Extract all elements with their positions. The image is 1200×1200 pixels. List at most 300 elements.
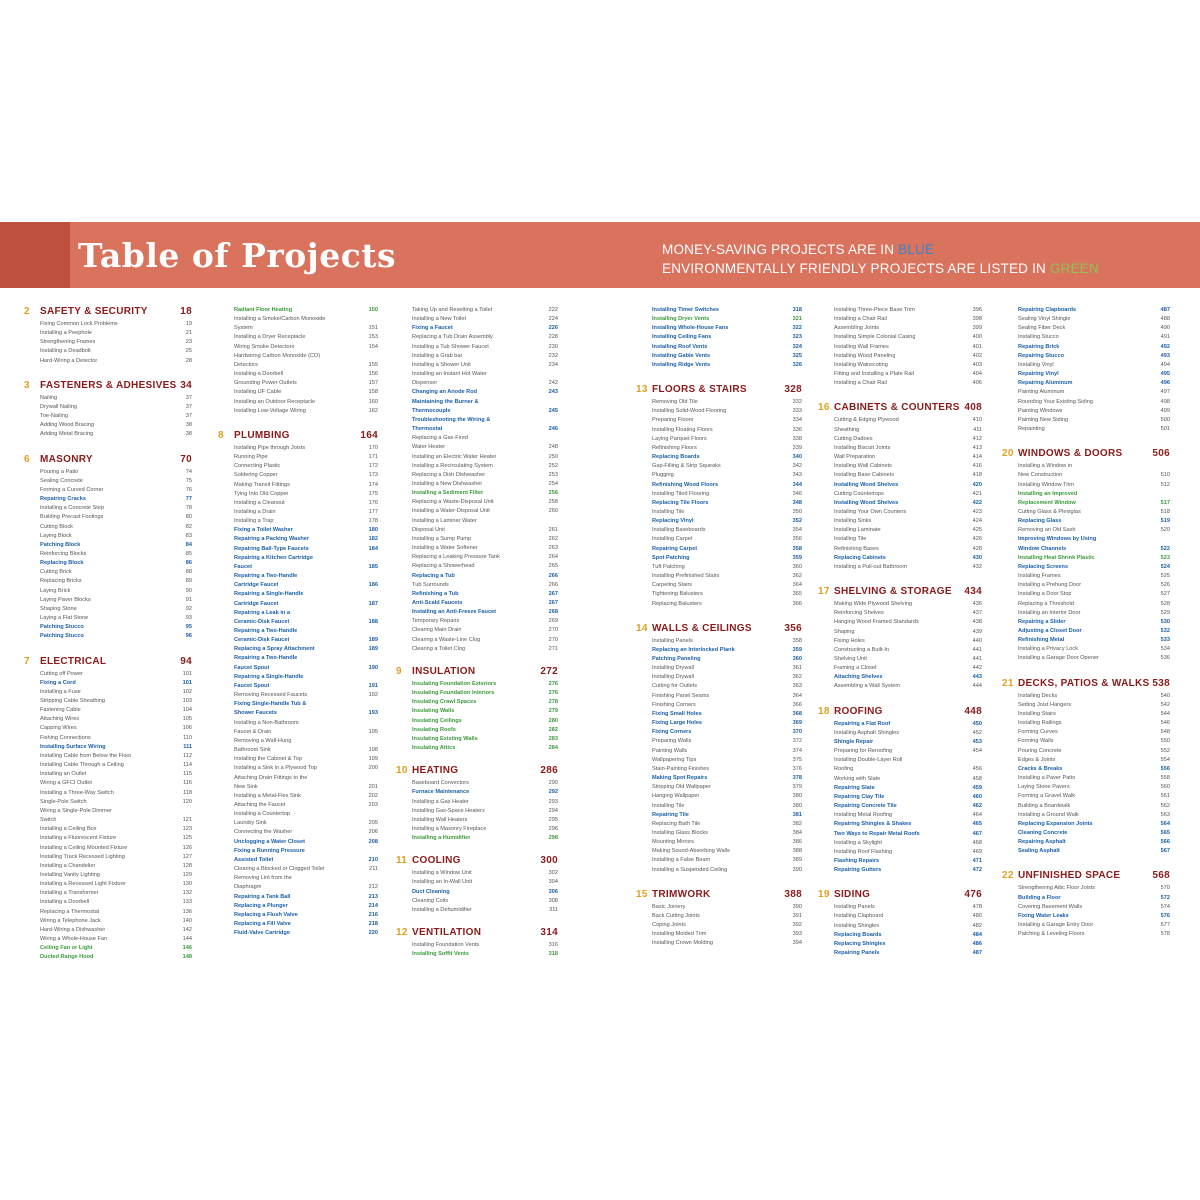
toc-entry[interactable] (396, 553, 558, 562)
toc-entry[interactable] (818, 857, 982, 866)
toc-entry[interactable] (636, 343, 802, 352)
toc-entry[interactable] (396, 407, 558, 416)
toc-entry[interactable] (396, 480, 558, 489)
toc-entry[interactable] (396, 807, 558, 816)
toc-entry[interactable] (218, 774, 378, 783)
toc-entry[interactable] (818, 379, 982, 388)
toc-entry[interactable] (24, 320, 192, 329)
toc-entry[interactable] (24, 614, 192, 623)
toc-entry[interactable] (636, 637, 802, 646)
toc-entry[interactable] (218, 801, 378, 810)
toc-entry[interactable] (24, 706, 192, 715)
toc-entry[interactable] (24, 523, 192, 532)
toc-entry[interactable] (636, 792, 802, 801)
toc-entry[interactable] (218, 865, 378, 874)
toc-entry[interactable] (218, 407, 378, 416)
toc-entry[interactable] (1002, 627, 1170, 636)
toc-entry[interactable] (636, 590, 802, 599)
toc-entry[interactable] (396, 680, 558, 689)
toc-entry[interactable] (396, 617, 558, 626)
toc-entry[interactable] (1002, 407, 1170, 416)
toc-entry[interactable] (218, 600, 378, 609)
toc-entry[interactable] (636, 453, 802, 462)
toc-entry[interactable] (818, 940, 982, 949)
toc-entry[interactable] (218, 572, 378, 581)
toc-entry[interactable] (396, 744, 558, 753)
toc-entry[interactable] (636, 838, 802, 847)
toc-entry[interactable] (1002, 535, 1170, 544)
toc-entry[interactable] (1002, 462, 1170, 471)
toc-entry[interactable] (396, 941, 558, 950)
toc-entry[interactable] (218, 764, 378, 773)
toc-entry[interactable] (818, 609, 982, 618)
toc-entry[interactable] (218, 664, 378, 673)
toc-entry[interactable] (818, 618, 982, 627)
toc-entry[interactable] (396, 517, 558, 526)
toc-entry[interactable] (24, 587, 192, 596)
toc-entry[interactable] (818, 361, 982, 370)
toc-entry[interactable] (1002, 765, 1170, 774)
toc-entry[interactable] (818, 931, 982, 940)
toc-entry[interactable] (218, 673, 378, 682)
toc-entry[interactable] (1002, 802, 1170, 811)
toc-entry[interactable] (636, 398, 802, 407)
toc-entry[interactable] (1002, 829, 1170, 838)
toc-entry[interactable] (396, 526, 558, 535)
toc-entry[interactable] (1002, 517, 1170, 526)
toc-entry[interactable] (24, 338, 192, 347)
toc-entry[interactable] (218, 471, 378, 480)
toc-entry[interactable] (1002, 774, 1170, 783)
toc-entry[interactable] (218, 874, 378, 883)
toc-entry[interactable] (1002, 581, 1170, 590)
toc-entry[interactable] (1002, 600, 1170, 609)
toc-entry[interactable] (218, 306, 378, 315)
section-heading[interactable] (24, 454, 192, 468)
toc-entry[interactable] (24, 926, 192, 935)
toc-entry[interactable] (818, 949, 982, 958)
toc-entry[interactable] (818, 426, 982, 435)
toc-entry[interactable] (1002, 526, 1170, 535)
toc-entry[interactable] (818, 508, 982, 517)
toc-entry[interactable] (636, 306, 802, 315)
toc-entry[interactable] (218, 883, 378, 892)
toc-entry[interactable] (1002, 563, 1170, 572)
toc-entry[interactable] (24, 935, 192, 944)
toc-entry[interactable] (218, 508, 378, 517)
toc-entry[interactable] (1002, 333, 1170, 342)
toc-entry[interactable] (218, 462, 378, 471)
toc-entry[interactable] (1002, 545, 1170, 554)
toc-entry[interactable] (1002, 315, 1170, 324)
toc-entry[interactable] (218, 618, 378, 627)
toc-entry[interactable] (1002, 654, 1170, 663)
toc-entry[interactable] (396, 726, 558, 735)
toc-entry[interactable] (218, 783, 378, 792)
toc-entry[interactable] (218, 828, 378, 837)
toc-entry[interactable] (1002, 490, 1170, 499)
toc-entry[interactable] (24, 596, 192, 605)
section-heading[interactable] (636, 889, 802, 903)
section-heading[interactable] (396, 855, 558, 869)
toc-entry[interactable] (24, 550, 192, 559)
toc-entry[interactable] (396, 507, 558, 516)
toc-entry[interactable] (636, 701, 802, 710)
toc-entry[interactable] (396, 343, 558, 352)
toc-entry[interactable] (1002, 783, 1170, 792)
toc-entry[interactable] (818, 499, 982, 508)
section-heading[interactable] (396, 666, 558, 680)
toc-entry[interactable] (1002, 903, 1170, 912)
toc-entry[interactable] (24, 908, 192, 917)
toc-entry[interactable] (396, 388, 558, 397)
toc-entry[interactable] (396, 869, 558, 878)
toc-entry[interactable] (396, 535, 558, 544)
toc-entry[interactable] (218, 682, 378, 691)
toc-entry[interactable] (818, 481, 982, 490)
toc-entry[interactable] (396, 897, 558, 906)
toc-entry[interactable] (636, 903, 802, 912)
toc-entry[interactable] (636, 820, 802, 829)
toc-entry[interactable] (1002, 471, 1170, 480)
section-heading[interactable] (636, 384, 802, 398)
section-heading[interactable] (1002, 448, 1170, 462)
section-heading[interactable] (396, 927, 558, 941)
toc-entry[interactable] (396, 798, 558, 807)
toc-entry[interactable] (396, 462, 558, 471)
toc-entry[interactable] (636, 554, 802, 563)
toc-entry[interactable] (218, 333, 378, 342)
toc-entry[interactable] (1002, 636, 1170, 645)
toc-entry[interactable] (818, 775, 982, 784)
toc-entry[interactable] (218, 838, 378, 847)
toc-entry[interactable] (396, 698, 558, 707)
toc-entry[interactable] (636, 361, 802, 370)
toc-entry[interactable] (636, 829, 802, 838)
toc-entry[interactable] (218, 920, 378, 929)
toc-entry[interactable] (218, 929, 378, 938)
toc-entry[interactable] (218, 590, 378, 599)
toc-entry[interactable] (24, 329, 192, 338)
toc-entry[interactable] (1002, 811, 1170, 820)
toc-entry[interactable] (396, 608, 558, 617)
toc-entry[interactable] (818, 784, 982, 793)
toc-entry[interactable] (636, 783, 802, 792)
toc-entry[interactable] (636, 856, 802, 865)
toc-entry[interactable] (218, 792, 378, 801)
toc-entry[interactable] (218, 810, 378, 819)
toc-entry[interactable] (1002, 930, 1170, 939)
toc-entry[interactable] (218, 554, 378, 563)
toc-entry[interactable] (218, 517, 378, 526)
toc-entry[interactable] (24, 394, 192, 403)
toc-entry[interactable] (396, 590, 558, 599)
toc-entry[interactable] (218, 847, 378, 856)
toc-entry[interactable] (396, 717, 558, 726)
toc-entry[interactable] (24, 853, 192, 862)
toc-entry[interactable] (818, 830, 982, 839)
toc-entry[interactable] (818, 765, 982, 774)
toc-entry[interactable] (636, 545, 802, 554)
toc-entry[interactable] (218, 361, 378, 370)
toc-entry[interactable] (636, 352, 802, 361)
toc-entry[interactable] (818, 370, 982, 379)
toc-entry[interactable] (396, 453, 558, 462)
toc-entry[interactable] (396, 689, 558, 698)
toc-entry[interactable] (396, 834, 558, 843)
toc-entry[interactable] (818, 839, 982, 848)
toc-entry[interactable] (396, 888, 558, 897)
toc-entry[interactable] (218, 535, 378, 544)
toc-entry[interactable] (24, 486, 192, 495)
toc-entry[interactable] (818, 848, 982, 857)
toc-entry[interactable] (396, 443, 558, 452)
toc-entry[interactable] (818, 306, 982, 315)
toc-entry[interactable] (218, 691, 378, 700)
toc-entry[interactable] (636, 811, 802, 820)
toc-entry[interactable] (218, 315, 378, 324)
toc-entry[interactable] (24, 834, 192, 843)
section-heading[interactable] (818, 402, 982, 416)
toc-entry[interactable] (636, 655, 802, 664)
toc-entry[interactable] (24, 679, 192, 688)
toc-entry[interactable] (818, 729, 982, 738)
toc-entry[interactable] (218, 856, 378, 865)
toc-entry[interactable] (818, 682, 982, 691)
toc-entry[interactable] (396, 825, 558, 834)
toc-entry[interactable] (818, 416, 982, 425)
toc-entry[interactable] (1002, 572, 1170, 581)
toc-entry[interactable] (636, 508, 802, 517)
toc-entry[interactable] (636, 728, 802, 737)
toc-entry[interactable] (218, 563, 378, 572)
toc-entry[interactable] (636, 407, 802, 416)
toc-entry[interactable] (396, 788, 558, 797)
toc-entry[interactable] (24, 347, 192, 356)
toc-entry[interactable] (24, 798, 192, 807)
toc-entry[interactable] (396, 599, 558, 608)
section-heading[interactable] (218, 430, 378, 444)
toc-entry[interactable] (636, 581, 802, 590)
toc-entry[interactable] (818, 664, 982, 673)
toc-entry[interactable] (396, 626, 558, 635)
toc-entry[interactable] (396, 707, 558, 716)
toc-entry[interactable] (1002, 352, 1170, 361)
toc-entry[interactable] (1002, 884, 1170, 893)
toc-entry[interactable] (24, 504, 192, 513)
toc-entry[interactable] (218, 627, 378, 636)
toc-entry[interactable] (818, 471, 982, 480)
toc-entry[interactable] (396, 489, 558, 498)
toc-entry[interactable] (218, 746, 378, 755)
toc-entry[interactable] (636, 682, 802, 691)
toc-entry[interactable] (24, 495, 192, 504)
toc-entry[interactable] (218, 343, 378, 352)
toc-entry[interactable] (24, 357, 192, 366)
toc-entry[interactable] (396, 950, 558, 959)
section-heading[interactable] (636, 623, 802, 637)
toc-entry[interactable] (24, 670, 192, 679)
toc-entry[interactable] (396, 306, 558, 315)
toc-entry[interactable] (396, 324, 558, 333)
toc-entry[interactable] (636, 481, 802, 490)
toc-entry[interactable] (636, 756, 802, 765)
toc-entry[interactable] (24, 944, 192, 953)
toc-entry[interactable] (396, 572, 558, 581)
toc-entry[interactable] (818, 352, 982, 361)
toc-entry[interactable] (1002, 645, 1170, 654)
toc-entry[interactable] (636, 517, 802, 526)
toc-entry[interactable] (24, 734, 192, 743)
toc-entry[interactable] (636, 737, 802, 746)
toc-entry[interactable] (24, 871, 192, 880)
toc-entry[interactable] (1002, 820, 1170, 829)
toc-entry[interactable] (818, 922, 982, 931)
toc-entry[interactable] (24, 752, 192, 761)
toc-entry[interactable] (24, 743, 192, 752)
toc-entry[interactable] (636, 847, 802, 856)
toc-entry[interactable] (396, 434, 558, 443)
toc-entry[interactable] (396, 425, 558, 434)
toc-entry[interactable] (218, 352, 378, 361)
toc-entry[interactable] (1002, 481, 1170, 490)
toc-entry[interactable] (1002, 388, 1170, 397)
toc-entry[interactable] (24, 430, 192, 439)
toc-entry[interactable] (818, 646, 982, 655)
toc-entry[interactable] (218, 444, 378, 453)
toc-entry[interactable] (24, 541, 192, 550)
toc-entry[interactable] (24, 605, 192, 614)
section-heading[interactable] (818, 889, 982, 903)
toc-entry[interactable] (636, 324, 802, 333)
toc-entry[interactable] (24, 844, 192, 853)
toc-entry[interactable] (1002, 921, 1170, 930)
toc-entry[interactable] (636, 426, 802, 435)
toc-entry[interactable] (396, 361, 558, 370)
toc-entry[interactable] (396, 315, 558, 324)
toc-entry[interactable] (218, 737, 378, 746)
toc-entry[interactable] (1002, 747, 1170, 756)
toc-entry[interactable] (218, 581, 378, 590)
toc-entry[interactable] (818, 655, 982, 664)
toc-entry[interactable] (636, 435, 802, 444)
toc-entry[interactable] (818, 315, 982, 324)
toc-entry[interactable] (636, 315, 802, 324)
toc-entry[interactable] (24, 477, 192, 486)
toc-entry[interactable] (1002, 370, 1170, 379)
toc-entry[interactable] (396, 471, 558, 480)
toc-entry[interactable] (636, 416, 802, 425)
toc-entry[interactable] (396, 779, 558, 788)
toc-entry[interactable] (218, 728, 378, 737)
toc-entry[interactable] (1002, 719, 1170, 728)
toc-entry[interactable] (24, 779, 192, 788)
toc-entry[interactable] (818, 600, 982, 609)
toc-entry[interactable] (24, 816, 192, 825)
toc-entry[interactable] (1002, 847, 1170, 856)
toc-entry[interactable] (636, 802, 802, 811)
toc-entry[interactable] (636, 535, 802, 544)
toc-entry[interactable] (1002, 737, 1170, 746)
toc-entry[interactable] (818, 802, 982, 811)
toc-entry[interactable] (636, 444, 802, 453)
toc-entry[interactable] (218, 645, 378, 654)
toc-entry[interactable] (24, 724, 192, 733)
toc-entry[interactable] (818, 535, 982, 544)
toc-entry[interactable] (636, 673, 802, 682)
toc-entry[interactable] (636, 526, 802, 535)
toc-entry[interactable] (24, 807, 192, 816)
toc-entry[interactable] (24, 403, 192, 412)
toc-entry[interactable] (24, 862, 192, 871)
toc-entry[interactable] (818, 563, 982, 572)
toc-entry[interactable] (396, 906, 558, 915)
toc-entry[interactable] (636, 710, 802, 719)
toc-entry[interactable] (636, 563, 802, 572)
section-heading[interactable] (1002, 678, 1170, 692)
toc-entry[interactable] (1002, 728, 1170, 737)
toc-entry[interactable] (396, 544, 558, 553)
toc-entry[interactable] (818, 811, 982, 820)
toc-entry[interactable] (218, 700, 378, 709)
toc-entry[interactable] (1002, 361, 1170, 370)
toc-entry[interactable] (1002, 398, 1170, 407)
toc-entry[interactable] (636, 462, 802, 471)
toc-entry[interactable] (818, 545, 982, 554)
toc-entry[interactable] (636, 866, 802, 875)
toc-entry[interactable] (24, 880, 192, 889)
toc-entry[interactable] (818, 637, 982, 646)
toc-entry[interactable] (636, 499, 802, 508)
toc-entry[interactable] (1002, 912, 1170, 921)
toc-entry[interactable] (1002, 416, 1170, 425)
toc-entry[interactable] (636, 921, 802, 930)
toc-entry[interactable] (636, 692, 802, 701)
toc-entry[interactable] (218, 499, 378, 508)
toc-entry[interactable] (24, 559, 192, 568)
toc-entry[interactable] (636, 471, 802, 480)
toc-entry[interactable] (396, 498, 558, 507)
toc-entry[interactable] (818, 738, 982, 747)
toc-entry[interactable] (24, 953, 192, 962)
toc-entry[interactable] (396, 581, 558, 590)
toc-entry[interactable] (24, 761, 192, 770)
toc-entry[interactable] (218, 490, 378, 499)
toc-entry[interactable] (818, 793, 982, 802)
section-heading[interactable] (24, 380, 192, 394)
toc-entry[interactable] (1002, 590, 1170, 599)
toc-entry[interactable] (24, 898, 192, 907)
toc-entry[interactable] (24, 568, 192, 577)
toc-entry[interactable] (818, 820, 982, 829)
toc-entry[interactable] (818, 912, 982, 921)
toc-entry[interactable] (818, 462, 982, 471)
toc-entry[interactable] (218, 370, 378, 379)
toc-entry[interactable] (1002, 792, 1170, 801)
toc-entry[interactable] (218, 398, 378, 407)
toc-entry[interactable] (218, 481, 378, 490)
toc-entry[interactable] (818, 628, 982, 637)
toc-entry[interactable] (218, 526, 378, 535)
toc-entry[interactable] (24, 789, 192, 798)
toc-entry[interactable] (218, 709, 378, 718)
toc-entry[interactable] (1002, 379, 1170, 388)
toc-entry[interactable] (218, 388, 378, 397)
toc-entry[interactable] (218, 911, 378, 920)
toc-entry[interactable] (218, 324, 378, 333)
section-heading[interactable] (24, 656, 192, 670)
toc-entry[interactable] (636, 600, 802, 609)
